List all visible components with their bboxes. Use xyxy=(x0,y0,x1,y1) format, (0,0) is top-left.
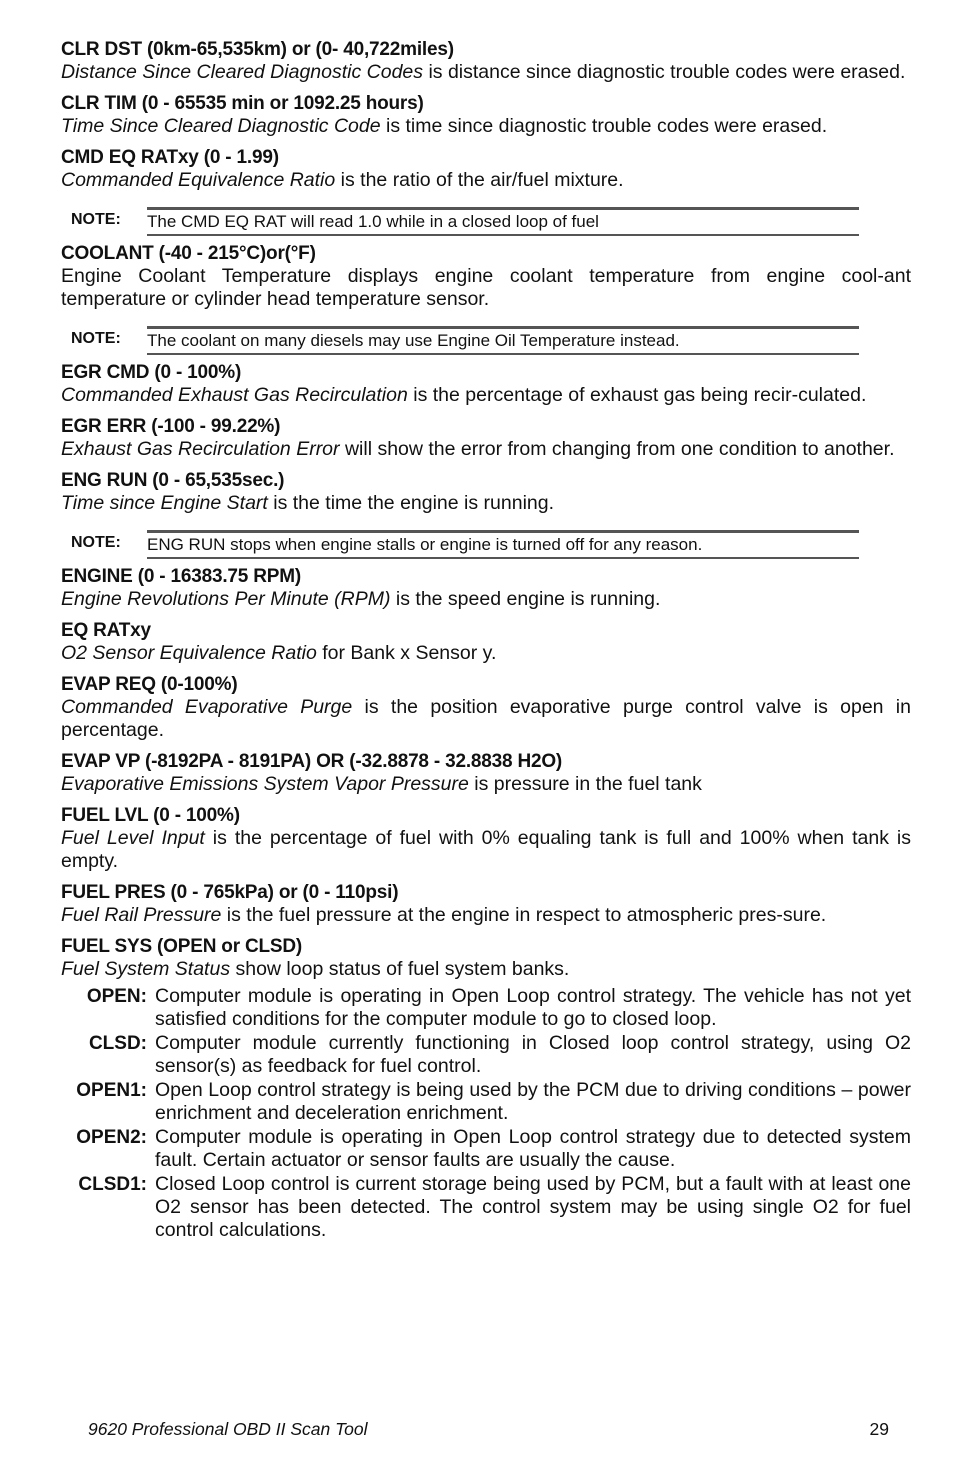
entry-clr-tim xyxy=(61,92,911,138)
note-box xyxy=(71,207,859,236)
entry-text: is the speed engine is running. xyxy=(390,588,661,610)
entry-fuel-sys xyxy=(61,935,911,1242)
entry-eng-run xyxy=(61,469,911,515)
entry-fuel-pres xyxy=(61,881,911,927)
entry-term-name: Commanded Evaporative Purge xyxy=(61,696,353,718)
entry-description xyxy=(61,115,911,138)
fuel-status-item xyxy=(61,1173,911,1242)
note-box xyxy=(71,530,859,559)
note-label: NOTE: xyxy=(71,211,121,228)
fuel-status-item xyxy=(61,1079,911,1125)
entry-term: ENG RUN (0 - 65,535sec.) xyxy=(61,470,285,491)
note-label: NOTE: xyxy=(71,330,121,347)
note-text: ENG RUN stops when engine stalls or engine is turned off for any reason. xyxy=(147,530,859,559)
entry-term: FUEL SYS (OPEN or CLSD) xyxy=(61,936,303,957)
entry-term-name: Distance Since Cleared Diagnostic Codes xyxy=(61,61,424,83)
entry-description xyxy=(61,438,911,461)
entry-description xyxy=(61,61,911,84)
entry-term-name: O2 Sensor Equivalence Ratio xyxy=(61,642,317,664)
entry-term: CLR TIM (0 - 65535 min or 1092.25 hours) xyxy=(61,93,424,114)
entry-egr-err xyxy=(61,415,911,461)
note-box xyxy=(71,326,859,355)
entry-text: show loop status of fuel system banks. xyxy=(230,958,570,980)
fuel-status-description: Computer module currently functioning in Closed loop control strategy, using O2 sensor(s) as feedback for fuel control. xyxy=(155,1032,911,1077)
page-number: 29 xyxy=(869,1419,889,1439)
entry-description xyxy=(61,696,911,742)
entry-term: CLR DST (0km-65,535km) or (0- 40,722miles) xyxy=(61,39,454,60)
fuel-status-key: OPEN1: xyxy=(76,1080,147,1101)
note-text: The CMD EQ RAT will read 1.0 while in a closed loop of fuel xyxy=(147,207,859,236)
entry-text: is the position evaporative purge control valve is open in percentage. xyxy=(61,696,911,741)
fuel-status-item xyxy=(61,985,911,1031)
entry-term-name: Engine Revolutions Per Minute (RPM) xyxy=(61,588,391,610)
entry-eq-rat xyxy=(61,619,911,665)
entry-text: is the fuel pressure at the engine in respect to atmospheric pres-sure. xyxy=(221,904,827,926)
entry-cmd-eq-rat xyxy=(61,146,911,192)
fuel-status-description: Closed Loop control is current storage being used by PCM, but a fault with at least one O2 sensor has been detected. The control system may be using single O2 for fuel control calculations. xyxy=(155,1173,911,1241)
entry-coolant xyxy=(61,242,911,311)
entry-term-name: Commanded Equivalence Ratio xyxy=(61,169,336,191)
entry-term: EQ RATxy xyxy=(61,620,151,641)
note-label: NOTE: xyxy=(71,534,121,551)
document-page xyxy=(61,38,911,1250)
fuel-status-description: Computer module is operating in Open Loop control strategy due to detected system fault. Certain actuator or sensor faults are usually the cause. xyxy=(155,1126,911,1171)
entry-description xyxy=(61,169,911,192)
fuel-status-key: CLSD1: xyxy=(78,1174,147,1195)
entry-term-name: Fuel Rail Pressure xyxy=(61,904,222,926)
fuel-status-key: OPEN: xyxy=(86,986,147,1007)
entry-term: COOLANT (-40 - 215°C)or(°F) xyxy=(61,243,316,264)
entry-text: is the ratio of the air/fuel mixture. xyxy=(335,169,624,191)
fuel-status-item xyxy=(61,1126,911,1172)
entry-evap-req xyxy=(61,673,911,742)
entry-text: Engine Coolant Temperature displays engine coolant temperature from engine cool-ant temperature or cylinder head temperature sensor. xyxy=(61,265,911,310)
entry-evap-vp xyxy=(61,750,911,796)
entry-description xyxy=(61,384,911,407)
entry-text: will show the error from changing from one condition to another. xyxy=(339,438,895,460)
fuel-status-key: OPEN2: xyxy=(76,1127,147,1148)
entry-text: is the time the engine is running. xyxy=(267,492,555,514)
entry-term: EVAP REQ (0-100%) xyxy=(61,674,238,695)
entry-description xyxy=(61,492,911,515)
note-text: The coolant on many diesels may use Engine Oil Temperature instead. xyxy=(147,326,859,355)
entry-text: is the percentage of fuel with 0% equaling tank is full and 100% when tank is empty. xyxy=(61,827,911,872)
entry-text: is pressure in the fuel tank xyxy=(468,773,702,795)
entry-term: FUEL LVL (0 - 100%) xyxy=(61,805,240,826)
entry-term-name: Time since Engine Start xyxy=(61,492,268,514)
entry-text: is time since diagnostic trouble codes were erased. xyxy=(380,115,828,137)
entry-description xyxy=(61,827,911,873)
entry-description xyxy=(61,773,911,796)
entry-description xyxy=(61,958,911,981)
entry-description xyxy=(61,642,911,665)
entry-description xyxy=(61,265,911,311)
entry-text: is distance since diagnostic trouble codes were erased. xyxy=(423,61,906,83)
entry-term-name: Evaporative Emissions System Vapor Pressure xyxy=(61,773,469,795)
entry-text: for Bank x Sensor y. xyxy=(316,642,497,664)
entry-text: is the percentage of exhaust gas being recir-culated. xyxy=(407,384,867,406)
fuel-status-item xyxy=(61,1032,911,1078)
footer-title: 9620 Professional OBD II Scan Tool xyxy=(88,1419,368,1439)
entry-term-name: Exhaust Gas Recirculation Error xyxy=(61,438,340,460)
entry-term: CMD EQ RATxy (0 - 1.99) xyxy=(61,147,279,168)
entry-term: EGR ERR (-100 - 99.22%) xyxy=(61,416,281,437)
entry-term-name: Time Since Cleared Diagnostic Code xyxy=(61,115,381,137)
entry-term-name: Commanded Exhaust Gas Recirculation xyxy=(61,384,408,406)
entry-term: FUEL PRES (0 - 765kPa) or (0 - 110psi) xyxy=(61,882,399,903)
entry-clr-dst xyxy=(61,38,911,84)
fuel-status-description: Computer module is operating in Open Loop control strategy. The vehicle has not yet satisfied conditions for the computer module to go to closed loop. xyxy=(155,985,911,1030)
entry-term: EVAP VP (-8192PA - 8191PA) OR (-32.8878 - 32.8838 H2O) xyxy=(61,751,563,772)
entry-egr-cmd xyxy=(61,361,911,407)
entry-term: ENGINE (0 - 16383.75 RPM) xyxy=(61,566,301,587)
entry-term-name: Fuel Level Input xyxy=(61,827,205,849)
entry-engine xyxy=(61,565,911,611)
entry-fuel-lvl xyxy=(61,804,911,873)
page-footer xyxy=(88,1418,889,1440)
fuel-status-key: CLSD: xyxy=(88,1033,147,1054)
entry-description xyxy=(61,588,911,611)
entry-term-name: Fuel System Status xyxy=(61,958,231,980)
entry-description xyxy=(61,904,911,927)
entry-term: EGR CMD (0 - 100%) xyxy=(61,362,242,383)
fuel-status-list xyxy=(61,985,911,1242)
fuel-status-description: Open Loop control strategy is being used by the PCM due to driving conditions – power enrichment and deceleration enrichment. xyxy=(155,1079,911,1124)
